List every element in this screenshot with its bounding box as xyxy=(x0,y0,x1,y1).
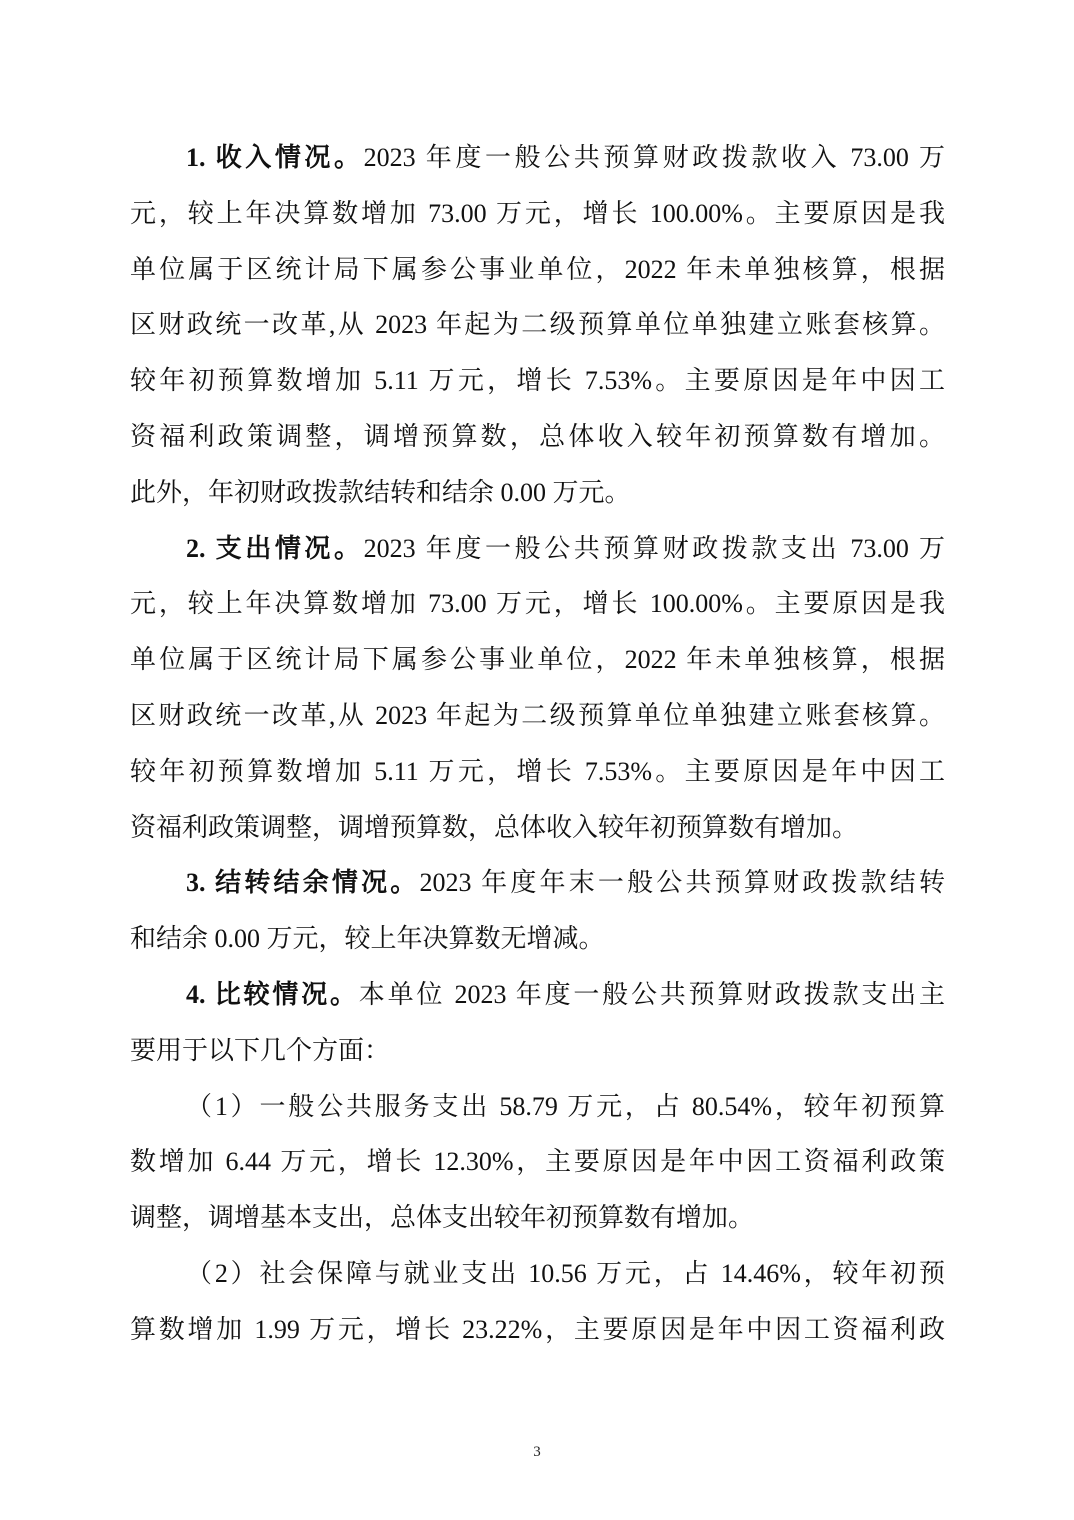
paragraph-line xyxy=(130,919,945,959)
paragraph-text: 2023 年度一般公共预算财政拨款收入 73.00 万 xyxy=(363,143,945,172)
paragraph-line xyxy=(130,194,945,234)
paragraph-text: 区财政统一改革,从 2023 年起为二级预算单位单独建立账套核算。 xyxy=(130,701,945,730)
section-heading: 1. 收入情况。 xyxy=(186,143,364,172)
paragraph-text: 此外，年初财政拨款结转和结余 0.00 万元。 xyxy=(130,477,631,507)
section-heading: 3. 结转结余情况。 xyxy=(186,868,420,898)
paragraph-text: 资福利政策调整，调增预算数，总体收入较年初预算数有增加。 xyxy=(130,422,945,451)
paragraph-text: （2）社会保障与就业支出 10.56 万元，占 14.46%，较年初预 xyxy=(186,1259,945,1288)
paragraph-text: 2023 年度年末一般公共预算财政拨款结转 xyxy=(419,868,945,898)
paragraph-text: 数增加 6.44 万元，增长 12.30%，主要原因是年中因工资福利政策 xyxy=(130,1147,945,1177)
paragraph-line xyxy=(186,1254,945,1294)
paragraph-line xyxy=(130,305,945,345)
paragraph-text: 元，较上年决算数增加 73.00 万元，增长 100.00%。主要原因是我 xyxy=(130,589,945,619)
paragraph-line xyxy=(130,1031,945,1071)
paragraph-text: 单位属于区统计局下属参公事业单位，2022 年未单独核算，根据 xyxy=(130,254,945,284)
paragraph-text: 较年初预算数增加 5.11 万元，增长 7.53%。主要原因是年中因工 xyxy=(130,366,945,396)
paragraph-text: 元，较上年决算数增加 73.00 万元，增长 100.00%。主要原因是我 xyxy=(130,198,945,228)
paragraph-line xyxy=(130,1198,945,1238)
paragraph-text: （1）一般公共服务支出 58.79 万元，占 80.54%，较年初预算 xyxy=(186,1091,945,1121)
paragraph-line xyxy=(130,250,945,290)
paragraph-line xyxy=(130,473,945,513)
paragraph-line xyxy=(186,863,945,903)
section-heading: 4. 比较情况。 xyxy=(186,980,359,1009)
paragraph-line xyxy=(130,361,945,401)
paragraph-line xyxy=(186,529,945,569)
paragraph-text: 较年初预算数增加 5.11 万元，增长 7.53%。主要原因是年中因工 xyxy=(130,756,945,786)
paragraph-line xyxy=(130,752,945,792)
paragraph-text: 2023 年度一般公共预算财政拨款支出 73.00 万 xyxy=(363,533,945,563)
paragraph-line xyxy=(130,640,945,680)
paragraph-text: 要用于以下几个方面： xyxy=(130,1035,391,1065)
page-number: 3 xyxy=(533,1444,541,1460)
paragraph-line xyxy=(186,1087,945,1127)
paragraph-line xyxy=(130,417,945,457)
paragraph-line xyxy=(130,1142,945,1182)
paragraph-line xyxy=(130,584,945,624)
paragraph-text: 调整，调增基本支出，总体支出较年初预算数有增加。 xyxy=(130,1203,755,1233)
paragraph-text: 资福利政策调整，调增预算数，总体收入较年初预算数有增加。 xyxy=(130,812,859,842)
section-heading: 2. 支出情况。 xyxy=(186,533,364,563)
paragraph-line xyxy=(130,808,945,848)
paragraph-text: 本单位 2023 年度一般公共预算财政拨款支出主 xyxy=(358,980,945,1009)
paragraph-line xyxy=(186,975,945,1015)
paragraph-line xyxy=(130,1310,945,1350)
paragraph-text: 和结余 0.00 万元，较上年决算数无增减。 xyxy=(130,924,605,954)
paragraph-line xyxy=(186,138,945,178)
paragraph-text: 区财政统一改革,从 2023 年起为二级预算单位单独建立账套核算。 xyxy=(130,310,945,340)
paragraph-text: 算数增加 1.99 万元，增长 23.22%，主要原因是年中因工资福利政 xyxy=(130,1314,945,1344)
paragraph-line xyxy=(130,696,945,736)
paragraph-text: 单位属于区统计局下属参公事业单位，2022 年未单独核算，根据 xyxy=(130,645,945,675)
